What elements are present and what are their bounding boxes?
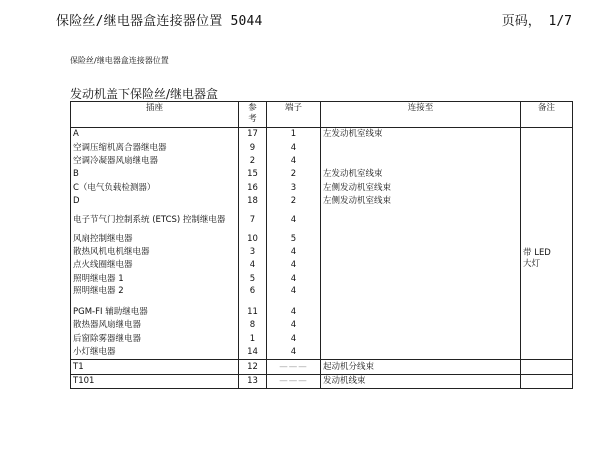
table-row	[71, 232, 573, 245]
table-row	[71, 306, 573, 319]
cell-ref: 13	[239, 374, 267, 388]
cell-connect	[321, 246, 521, 259]
table-row	[71, 155, 573, 168]
cell-terminal: 4	[267, 333, 321, 346]
table-row	[71, 182, 573, 195]
cell-terminal: 4	[267, 306, 321, 319]
cell-socket: 散热器风扇继电器	[71, 319, 239, 332]
cell-terminal: 4	[267, 286, 321, 306]
cell-remark	[521, 128, 573, 360]
cell-ref: 8	[239, 319, 267, 332]
header-terminal: 端子	[267, 102, 321, 128]
cell-socket: 小灯继电器	[71, 346, 239, 360]
table-row	[71, 128, 573, 142]
cell-terminal: 2	[267, 168, 321, 181]
cell-terminal: 4	[267, 141, 321, 154]
cell-socket: 风扇控制继电器	[71, 232, 239, 245]
cell-ref: 14	[239, 346, 267, 360]
cell-connect	[321, 319, 521, 332]
cell-terminal: 2	[267, 195, 321, 208]
cell-ref: 9	[239, 141, 267, 154]
cell-connect	[321, 306, 521, 319]
cell-ref: 15	[239, 168, 267, 181]
section-title: 发动机盖下保险丝/继电器盒	[70, 87, 219, 101]
cell-socket: T101	[71, 374, 239, 388]
cell-ref: 4	[239, 259, 267, 272]
cell-connect	[321, 286, 521, 306]
cell-socket: PGM-FI 辅助继电器	[71, 306, 239, 319]
header-ref: 参 考	[239, 102, 267, 128]
cell-connect	[321, 155, 521, 168]
cell-connect	[321, 259, 521, 272]
cell-ref: 7	[239, 208, 267, 232]
cell-socket: B	[71, 168, 239, 181]
cell-ref: 6	[239, 286, 267, 306]
connector-table	[70, 101, 573, 389]
cell-socket: C（电气负载检测器）	[71, 182, 239, 195]
cell-terminal: 4	[267, 346, 321, 360]
cell-ref: 16	[239, 182, 267, 195]
table-row	[71, 195, 573, 208]
cell-socket: 照明继电器 1	[71, 273, 239, 286]
cell-socket: D	[71, 195, 239, 208]
cell-connect	[321, 273, 521, 286]
cell-ref: 2	[239, 155, 267, 168]
table-row	[71, 374, 573, 388]
cell-ref: 1	[239, 333, 267, 346]
cell-ref: 3	[239, 246, 267, 259]
cell-terminal: 4	[267, 208, 321, 232]
remark-led-headlight: 带 LED 大灯	[523, 248, 551, 269]
cell-connect	[321, 208, 521, 232]
table-header-row	[71, 102, 573, 128]
table-row	[71, 168, 573, 181]
cell-terminal: 4	[267, 273, 321, 286]
table-row	[71, 208, 573, 232]
header-remark: 备注	[521, 102, 573, 128]
cell-connect: 发动机线束	[321, 374, 521, 388]
cell-connect	[321, 232, 521, 245]
cell-ref: 10	[239, 232, 267, 245]
cell-socket: 空调压缩机离合器继电器	[71, 141, 239, 154]
cell-terminal: 4	[267, 259, 321, 272]
breadcrumb: 保险丝/继电器盒连接器位置	[70, 56, 169, 65]
cell-connect: 起动机分线束	[321, 360, 521, 374]
cell-terminal: 4	[267, 155, 321, 168]
table-row	[71, 333, 573, 346]
table-row	[71, 319, 573, 332]
cell-remark	[521, 360, 573, 374]
cell-socket: T1	[71, 360, 239, 374]
page-indicator: 页码， 1/7	[501, 14, 572, 29]
table-row	[71, 360, 573, 374]
header-connect: 连接至	[321, 102, 521, 128]
cell-ref: 12	[239, 360, 267, 374]
cell-connect: 左侧发动机室线束	[321, 195, 521, 208]
cell-connect	[321, 333, 521, 346]
cell-terminal: ———	[267, 374, 321, 388]
cell-terminal: 1	[267, 128, 321, 142]
cell-ref: 17	[239, 128, 267, 142]
table-row	[71, 246, 573, 259]
cell-socket: 散热风机电机继电器	[71, 246, 239, 259]
cell-terminal: 4	[267, 246, 321, 259]
cell-socket: 点火线圈继电器	[71, 259, 239, 272]
table-row	[71, 286, 573, 306]
cell-connect: 左侧发动机室线束	[321, 182, 521, 195]
table-row	[71, 273, 573, 286]
cell-terminal: 5	[267, 232, 321, 245]
cell-ref: 5	[239, 273, 267, 286]
document-title: 保险丝/继电器盒连接器位置 5044	[56, 14, 263, 29]
cell-socket: 后窗除雾器继电器	[71, 333, 239, 346]
cell-socket: A	[71, 128, 239, 142]
cell-terminal: 3	[267, 182, 321, 195]
table-row	[71, 259, 573, 272]
cell-socket: 照明继电器 2	[71, 286, 239, 306]
cell-terminal: ———	[267, 360, 321, 374]
cell-socket: 空调冷凝器风扇继电器	[71, 155, 239, 168]
table-row	[71, 141, 573, 154]
cell-connect: 左发动机室线束	[321, 168, 521, 181]
cell-connect	[321, 346, 521, 360]
cell-terminal: 4	[267, 319, 321, 332]
cell-connect: 左发动机室线束	[321, 128, 521, 142]
cell-remark	[521, 374, 573, 388]
cell-connect	[321, 141, 521, 154]
cell-ref: 18	[239, 195, 267, 208]
table-row	[71, 346, 573, 360]
cell-ref: 11	[239, 306, 267, 319]
header-socket: 插座	[71, 102, 239, 128]
cell-socket: 电子节气门控制系统 (ETCS) 控制继电器	[71, 208, 239, 232]
